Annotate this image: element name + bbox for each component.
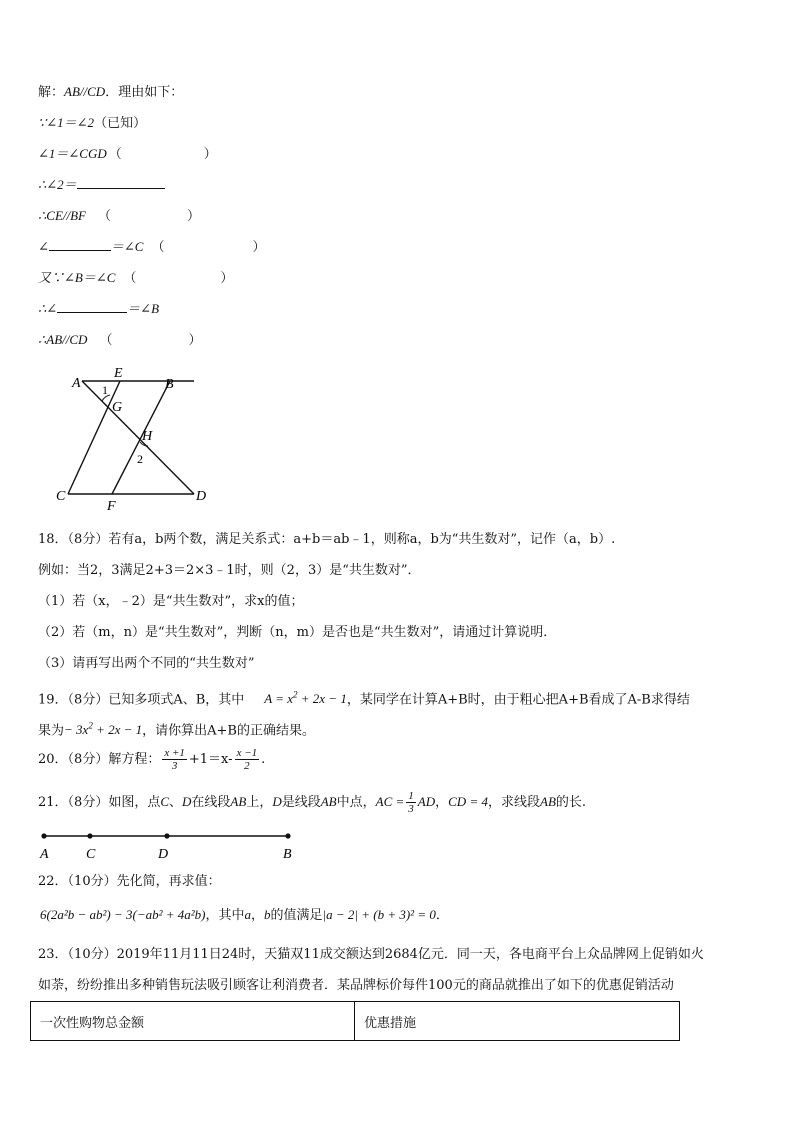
proof-line-6: [38, 238, 266, 257]
paren-close: ）: [187, 209, 201, 224]
text: 上，: [246, 795, 273, 810]
numerator: x −1: [236, 747, 258, 759]
q20-line: [38, 745, 265, 775]
q18-part-3: （3）请再写出两个不同的“共生数对”: [38, 656, 255, 671]
exponent: 2: [88, 721, 93, 731]
proof-line-3: [38, 145, 217, 164]
proof-step-math: ∴AB//CD: [38, 332, 88, 347]
paren-open: （: [151, 240, 165, 255]
text: 的长.: [555, 795, 587, 810]
q21-heading: 21．（8分）如图，点: [38, 795, 161, 810]
proof-solution-prefix: 解：: [38, 85, 65, 100]
label-d: D: [196, 489, 207, 504]
answer-blank[interactable]: [57, 300, 127, 313]
equation-middle: +1＝x-: [188, 752, 233, 767]
q18-part-1: （1）若（x，﹣2）是“共生数对”，求x的值；: [38, 594, 304, 609]
period: .: [261, 752, 266, 767]
text: ，求线段: [487, 795, 540, 810]
paren-open: （: [98, 209, 112, 224]
q22-condition: |a − 2| + (b + 3)² = 0: [322, 907, 436, 922]
text: ，: [251, 908, 265, 923]
equation-ac: AC =: [375, 794, 405, 809]
q19-formula-a: [264, 691, 347, 706]
segment-ad: [82, 381, 194, 494]
proof-reason-intro: ．理由如下：: [105, 85, 184, 100]
q22-expression-line: [40, 906, 449, 925]
segment-ad: AD: [417, 794, 436, 809]
separator: ，: [435, 795, 449, 810]
label-c: C: [86, 847, 96, 862]
formula-text: A = x: [264, 691, 294, 707]
label-h: H: [142, 429, 153, 444]
point-d: D: [182, 794, 192, 809]
proof-given-note: （已知）: [94, 116, 147, 131]
paren-close: ）: [220, 271, 234, 286]
proof-given-math: ∵∠1＝∠2: [38, 115, 95, 130]
q18-heading: 18．（8分）若有a，b两个数，满足关系式：a+b＝ab﹣1，则称a，b为“共生数对”，记作（a，b）.: [38, 532, 616, 547]
label-f: F: [107, 499, 116, 512]
proof-line-5: [38, 207, 200, 226]
table-header-discount: 优惠措施: [364, 1015, 417, 1031]
proof-line-2: [38, 114, 146, 133]
fraction-2: [235, 747, 260, 772]
q22-heading: 22．（10分）先化简，再求值：: [38, 874, 221, 889]
var-b: b: [264, 907, 271, 922]
paren-close: ）: [188, 333, 202, 348]
label-c: C: [56, 489, 66, 504]
q19-rest: ，某同学在计算A+B时，由于粗心把A+B看成了A-B求得结: [346, 692, 690, 708]
label-b: B: [165, 377, 174, 392]
denominator: 3: [408, 803, 414, 815]
q23-line-2: 如荼，纷纷推出多种销售玩法吸引顾客让利消费者．某品牌标价每件100元的商品就推出了如下的优惠促销活动: [38, 978, 674, 993]
proof-step-math: ∴∠2＝: [38, 177, 77, 192]
q22-expression: 6(2a²b − ab²) − 3(−ab² + 4a²b): [40, 907, 206, 922]
discount-table: [30, 1001, 680, 1041]
segment-ab: AB: [230, 794, 247, 809]
answer-blank[interactable]: [77, 176, 165, 189]
q18-example: 例如：当2，3满足2+3＝2×3﹣1时，则（2，3）是“共生数对”．: [38, 563, 421, 578]
point-d-dot: [164, 833, 169, 838]
segment-ce: [68, 381, 123, 494]
q19-line-1: [38, 686, 690, 709]
paren-open: （: [123, 271, 137, 286]
proof-line-4: [38, 176, 165, 195]
q23-line-1: 23．（10分）2019年11月11日24时，天猫双11成交额达到2684亿元．同一天，各电商平台上众品牌网上促销如火: [38, 947, 704, 962]
formula-text: + 2x − 1: [92, 722, 143, 738]
q19-task: ，请你算出A+B的正确结果。: [142, 723, 315, 739]
point-c: C: [160, 794, 169, 809]
table-header-total-amount: 一次性购物总金额: [31, 1002, 355, 1040]
proof-step-math: ∴CE//BF: [38, 208, 86, 223]
var-a: a: [244, 907, 252, 922]
label-e: E: [114, 366, 123, 381]
period: ．: [435, 908, 449, 923]
segment-figure: [34, 826, 304, 870]
paren-open: （: [108, 147, 122, 162]
proof-line-1: [38, 83, 183, 102]
point-d: D: [272, 794, 282, 809]
fraction-one-third: [406, 790, 416, 815]
angle-symbol: ∴∠: [38, 301, 58, 316]
proof-step-math: ＝∠C: [110, 239, 144, 254]
angle-symbol: ∠: [38, 239, 49, 254]
label-d: D: [158, 847, 169, 862]
label-a: A: [72, 376, 81, 391]
equation-cd: CD = 4: [448, 794, 488, 809]
proof-line-8: [38, 300, 159, 319]
proof-line-7: [38, 269, 233, 288]
label-a: A: [40, 847, 49, 862]
label-angle-1: 1: [102, 383, 108, 397]
q19-result-prefix: 果为: [38, 723, 65, 739]
q19-line-2: [38, 717, 315, 740]
paren-close: ）: [252, 240, 266, 255]
text: ，其中: [205, 908, 245, 923]
separator: 、: [169, 795, 183, 810]
point-c-dot: [87, 833, 92, 838]
q19-wrong-result: [64, 722, 142, 737]
formula-text: + 2x − 1: [297, 691, 347, 707]
proof-step-math: 又∵∠B＝∠C: [38, 270, 116, 285]
proof-step-math: ＝∠B: [127, 301, 160, 316]
formula-text: − 3x: [64, 722, 89, 738]
text: 的值满足: [270, 908, 323, 923]
segment-ab: AB: [540, 794, 556, 809]
q19-heading: 19．（8分）已知多项式A、B，其中: [38, 692, 245, 708]
proof-conclusion-math: AB//CD: [64, 84, 106, 99]
point-b-dot: [285, 833, 290, 838]
numerator: 1: [408, 790, 414, 802]
text: 是线段: [281, 795, 321, 810]
segment-fb: [112, 381, 170, 494]
answer-blank[interactable]: [49, 238, 111, 251]
q21-line: [38, 787, 586, 818]
paren-close: ）: [203, 147, 217, 162]
segment-ab: AB: [320, 794, 337, 809]
label-angle-2: 2: [137, 452, 143, 466]
q20-heading: 20．（8分）解方程：: [38, 752, 161, 767]
denominator: 2: [244, 760, 250, 772]
denominator: 3: [171, 760, 178, 772]
fraction-1: [162, 747, 187, 772]
geometry-figure-1: [50, 362, 220, 516]
numerator: x +1: [164, 747, 185, 759]
exponent: 2: [293, 690, 298, 700]
label-g: G: [112, 400, 123, 415]
text: 中点，: [336, 795, 376, 810]
text: 在线段: [191, 795, 231, 810]
q18-part-2: （2）若（m，n）是“共生数对”，判断（n，m）是否也是“共生数对”，请通过计算说明．: [38, 625, 557, 640]
paren-open: （: [99, 333, 113, 348]
proof-line-9: [38, 331, 201, 350]
point-a-dot: [41, 833, 46, 838]
label-b: B: [283, 847, 292, 862]
proof-step-math: ∠1＝∠CGD: [38, 146, 107, 161]
